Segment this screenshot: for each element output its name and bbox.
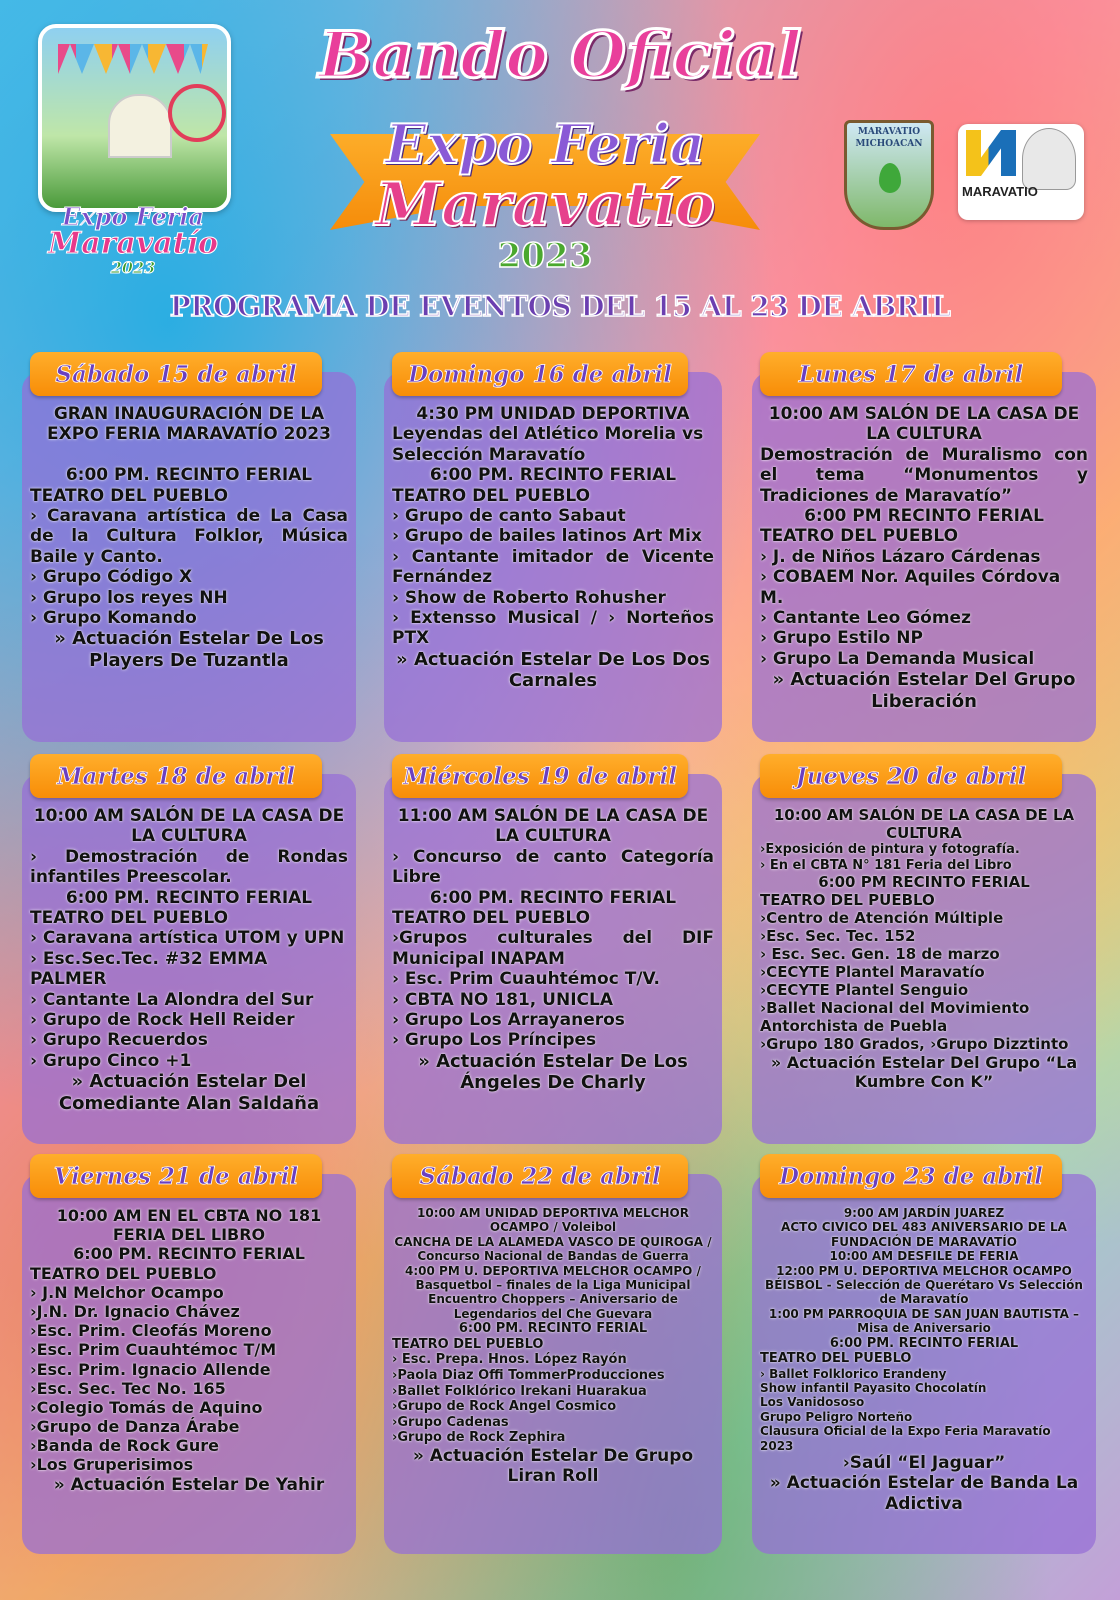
- event-line: 10:00 AM DESFILE DE FERIA: [829, 1249, 1019, 1264]
- event-line: › Esc.Sec.Tec. #32 EMMA PALMER: [30, 948, 268, 990]
- subtitle-city: Maravatío: [374, 170, 716, 240]
- day-card: [22, 754, 356, 1144]
- logo-text-year: 2023: [110, 258, 156, 277]
- day-events: [22, 806, 356, 1114]
- event-line: ›Esc. Prim. Cleofás Moreno: [30, 1321, 272, 1341]
- logo-text-expo: Expo Feria: [61, 202, 205, 231]
- event-line: 11:00 AM SALÓN DE LA CASA DE LA CULTURA: [397, 806, 709, 847]
- event-line: ›Grupo 180 Grados, ›Grupo Dizztinto: [760, 1035, 1069, 1054]
- event-line: › J.N Melchor Ocampo: [30, 1282, 224, 1302]
- day-card: [752, 754, 1096, 1144]
- event-line: ›Exposición de pintura y fotografía.: [760, 842, 1020, 857]
- day-events: [384, 806, 722, 1094]
- day-events: [384, 1206, 722, 1487]
- event-line: TEATRO DEL PUEBLO: [392, 907, 591, 928]
- event-line: › Grupo los reyes NH: [30, 587, 228, 608]
- event-line: TEATRO DEL PUEBLO: [760, 1351, 912, 1367]
- day-card: [22, 352, 356, 742]
- event-line: ›Paola Diaz Offi TommerProducciones: [392, 1367, 665, 1383]
- event-line: 1:00 PM PARROQUIA DE SAN JUAN BAUTISTA – Misa de Aniversario: [768, 1306, 1080, 1336]
- headline-act: » Actuación Estelar Del Grupo Liberación: [772, 669, 1076, 712]
- event-line: ›Esc. Prim. Ignacio Allende: [30, 1359, 271, 1379]
- event-line: › Grupo de bailes latinos Art Mix: [392, 526, 702, 547]
- event-line: TEATRO DEL PUEBLO: [30, 1263, 217, 1283]
- government-logo-text: MARAVATIO: [962, 184, 1038, 199]
- day-title: Jueves 20 de abril: [760, 754, 1062, 798]
- event-line: Leyendas del Atlético Morelia vs Selección Maravatío: [392, 424, 704, 465]
- event-line: › Grupo Código X: [30, 567, 193, 588]
- page-title: Bando Oficial: [318, 18, 802, 93]
- event-line: › Esc. Prepa. Hnos. López Rayón: [392, 1352, 627, 1368]
- event-line: ›Colegio Tomás de Aquino: [30, 1397, 263, 1417]
- event-line: TEATRO DEL PUEBLO: [760, 526, 959, 547]
- seal-text-line1: MARAVATIO: [857, 127, 921, 137]
- day-card: [752, 352, 1096, 742]
- event-line: TEATRO DEL PUEBLO: [30, 907, 229, 928]
- event-line: ›Grupo de Danza Árabe: [30, 1417, 240, 1437]
- event-line: › Grupo Komando: [30, 607, 197, 628]
- headline-act: » Actuación Estelar de Banda La Adictiva: [769, 1473, 1079, 1514]
- event-line: › Concurso de canto Categoría Libre: [392, 846, 714, 888]
- event-line: Encuentro Choppers – Aniversario de Legendarios del Che Guevara: [428, 1292, 678, 1321]
- event-line: TEATRO DEL PUEBLO: [760, 891, 935, 910]
- government-logo: [958, 124, 1084, 220]
- event-line: ›Grupo de Rock Zephira: [392, 1430, 566, 1446]
- event-line: 6:00 PM. RECINTO FERIAL: [829, 1335, 1019, 1351]
- event-line: ›Banda de Rock Gure: [30, 1436, 219, 1456]
- event-line: 6:00 PM. RECINTO FERIAL: [429, 465, 677, 486]
- event-line: GRAN INAUGURACIÓN DE LA EXPO FERIA MARAVATÍO 2023: [47, 404, 331, 445]
- event-line: 4:30 PM UNIDAD DEPORTIVA: [416, 404, 690, 424]
- day-title: Miércoles 19 de abril: [392, 754, 688, 798]
- event-line: 6:00 PM RECINTO FERIAL: [818, 873, 1030, 892]
- event-line: 4:00 PM U. DEPORTIVA MELCHOR OCAMPO / Basquetbol – finales de la Liga Municipal: [405, 1263, 701, 1292]
- event-line: › Extensso Musical / › Norteños PTX: [392, 607, 714, 649]
- event-line: [30, 445, 348, 465]
- headline-act: » Actuación Estelar Del Grupo “La Kumbre Con K”: [770, 1053, 1078, 1092]
- headline-act: » Actuación Estelar De Los Dos Carnales: [396, 648, 710, 692]
- event-line: 6:00 PM. RECINTO FERIAL: [429, 887, 677, 908]
- event-line: › Grupo Los Arrayaneros: [392, 1009, 625, 1030]
- event-line: › En el CBTA N° 181 Feria del Libro: [760, 857, 1012, 873]
- event-line: Show infantil Payasito Chocolatín: [760, 1381, 987, 1396]
- event-line: Clausura Oficial de la Expo Feria Maravatío 2023: [760, 1424, 1051, 1453]
- headline-act: » Actuación Estelar De Los Players De Tuzantla: [54, 628, 324, 671]
- event-line: TEATRO DEL PUEBLO: [392, 1336, 544, 1352]
- day-card: [384, 754, 722, 1144]
- day-title: Domingo 23 de abril: [760, 1154, 1062, 1198]
- headline-act: ›Saúl “El Jaguar”: [842, 1453, 1006, 1474]
- day-events: [752, 404, 1096, 712]
- event-line: ›Grupo de Rock Angel Cosmico: [392, 1399, 617, 1415]
- event-line: CANCHA DE LA ALAMEDA VASCO DE QUIROGA / Concurso Nacional de Bandas de Guerra: [394, 1234, 712, 1264]
- event-line: › Grupo Estilo NP: [760, 628, 923, 649]
- event-line: ›Los Gruperisimos: [30, 1455, 194, 1475]
- event-line: › Grupo de canto Sabaut: [392, 505, 626, 526]
- event-line: › CBTA NO 181, UNICLA: [392, 989, 613, 1010]
- headline-act: » Actuación Estelar De Grupo Liran Roll: [412, 1445, 694, 1487]
- headline-act: » Actuación Estelar De Yahir: [53, 1474, 325, 1495]
- church-dome-icon: [108, 94, 172, 158]
- event-line: › Cantante La Alondra del Sur: [30, 989, 314, 1010]
- event-line: › Cantante Leo Gómez: [760, 607, 971, 628]
- event-line: ›CECYTE Plantel Senguio: [760, 981, 969, 1000]
- event-line: › Caravana artística de La Casa de la Cultura Folklor, Música Baile y Canto.: [30, 505, 348, 567]
- event-line: ›Grupo Cadenas: [392, 1414, 509, 1430]
- event-line: 10:00 AM SALÓN DE LA CASA DE LA CULTURA: [773, 806, 1075, 842]
- event-line: 6:00 PM. RECINTO FERIAL: [73, 1244, 305, 1264]
- event-line: BÉISBOL - Selección de Querétaro Vs Selección de Maravatío: [765, 1277, 1083, 1307]
- day-card: [752, 1154, 1096, 1554]
- program-title: PROGRAMA DE EVENTOS DEL 15 AL 23 DE ABRIL: [169, 290, 951, 323]
- event-line: › Ballet Folklorico Erandeny: [760, 1366, 947, 1381]
- headline-act: » Actuación Estelar De Los Ángeles De Charly: [418, 1050, 688, 1094]
- day-title: Sábado 22 de abril: [392, 1154, 688, 1198]
- municipal-seal-icon: [844, 120, 934, 230]
- event-line: 12:00 PM U. DEPORTIVA MELCHOR OCAMPO: [776, 1263, 1072, 1278]
- day-title: Martes 18 de abril: [30, 754, 322, 798]
- seal-drop-icon: [879, 163, 901, 193]
- day-events: [752, 806, 1096, 1092]
- event-line: ›Centro de Atención Múltiple: [760, 909, 1004, 928]
- day-card: [384, 352, 722, 742]
- seal-text-line2: MICHOACAN: [855, 139, 923, 149]
- event-line: › Grupo Recuerdos: [30, 1030, 208, 1051]
- event-line: ›Esc. Prim Cuauhtémoc T/M: [30, 1340, 277, 1360]
- event-line: › Cantante imitador de Vicente Fernández: [392, 546, 714, 588]
- day-title: Viernes 21 de abril: [30, 1154, 322, 1198]
- event-line: › COBAEM Nor. Aquiles Córdova M.: [760, 567, 1061, 608]
- day-events: [22, 1206, 356, 1495]
- event-line: › Esc. Prim Cuauhtémoc T/V.: [392, 969, 660, 990]
- day-events: [384, 404, 722, 692]
- day-title: Domingo 16 de abril: [392, 352, 688, 396]
- event-line: ›Ballet Nacional del Movimiento Antorchista de Puebla: [760, 999, 1030, 1036]
- event-line: 10:00 AM SALÓN DE LA CASA DE LA CULTURA: [33, 806, 345, 847]
- event-line: Los Vanidososo: [760, 1395, 865, 1410]
- event-line: › Grupo La Demanda Musical: [760, 648, 1035, 669]
- day-events: [22, 404, 356, 671]
- event-line: › Demostración de Rondas infantiles Preescolar.: [30, 846, 348, 888]
- event-line: › Show de Roberto Rohusher: [392, 587, 666, 608]
- event-line: ›J.N. Dr. Ignacio Chávez: [30, 1301, 240, 1321]
- event-line: 10:00 AM EN EL CBTA NO 181 FERIA DEL LIBRO: [56, 1206, 322, 1245]
- event-line: 10:00 AM UNIDAD DEPORTIVA MELCHOR OCAMPO / Voleibol: [417, 1206, 689, 1235]
- event-line: ACTO CIVICO DEL 483 ANIVERSARIO DE LA FUNDACIÓN DE MARAVATÍO: [781, 1220, 1067, 1249]
- event-line: ›Esc. Sec. Tec. 152: [760, 927, 916, 946]
- event-line: ›CECYTE Plantel Maravatío: [760, 963, 985, 982]
- event-line: 6:00 PM. RECINTO FERIAL: [65, 887, 313, 908]
- event-line: › Grupo Los Príncipes: [392, 1030, 597, 1051]
- day-card: [384, 1154, 722, 1554]
- logo-text-city: Maravatío: [47, 226, 219, 261]
- event-line: TEATRO DEL PUEBLO: [30, 485, 229, 506]
- event-line: ›Esc. Sec. Tec No. 165: [30, 1378, 226, 1398]
- event-line: TEATRO DEL PUEBLO: [392, 485, 591, 506]
- day-events: [752, 1206, 1096, 1514]
- event-line: › J. de Niños Lázaro Cárdenas: [760, 546, 1041, 567]
- ferris-wheel-icon: [168, 84, 226, 142]
- event-line: 9:00 AM JARDÍN JUAREZ: [843, 1206, 1005, 1220]
- headline-act: » Actuación Estelar Del Comediante Alan Saldaña: [58, 1071, 320, 1114]
- expo-feria-logo: [28, 14, 238, 277]
- event-line: Grupo Peligro Norteño: [760, 1409, 913, 1424]
- event-line: › Caravana artística UTOM y UPN: [30, 928, 345, 949]
- event-line: ›Grupos culturales del DIF Municipal INAPAM: [392, 928, 714, 969]
- event-line: 10:00 AM SALÓN DE LA CASA DE LA CULTURA: [768, 404, 1080, 445]
- day-card: [22, 1154, 356, 1554]
- event-line: 6:00 PM. RECINTO FERIAL: [458, 1321, 648, 1337]
- portrait-icon: [1022, 128, 1076, 190]
- day-title: Sábado 15 de abril: [30, 352, 322, 396]
- event-line: 6:00 PM RECINTO FERIAL: [804, 505, 1044, 526]
- event-line: › Grupo Cinco +1: [30, 1050, 192, 1071]
- m-letter-mark-icon: [966, 130, 1016, 176]
- event-line: Demostración de Muralismo con el tema “Monumentos y Tradiciones de Maravatío”: [760, 444, 1088, 506]
- event-line: › Esc. Sec. Gen. 18 de marzo: [760, 945, 1000, 964]
- event-line: ›Ballet Folklórico Irekani Huarakua: [392, 1383, 647, 1399]
- event-line: 6:00 PM. RECINTO FERIAL: [65, 465, 313, 486]
- subtitle-expo-feria: Expo Feria: [385, 112, 705, 176]
- event-line: › Grupo de Rock Hell Reider: [30, 1009, 295, 1030]
- day-title: Lunes 17 de abril: [760, 352, 1062, 396]
- subtitle-year: 2023: [497, 236, 593, 276]
